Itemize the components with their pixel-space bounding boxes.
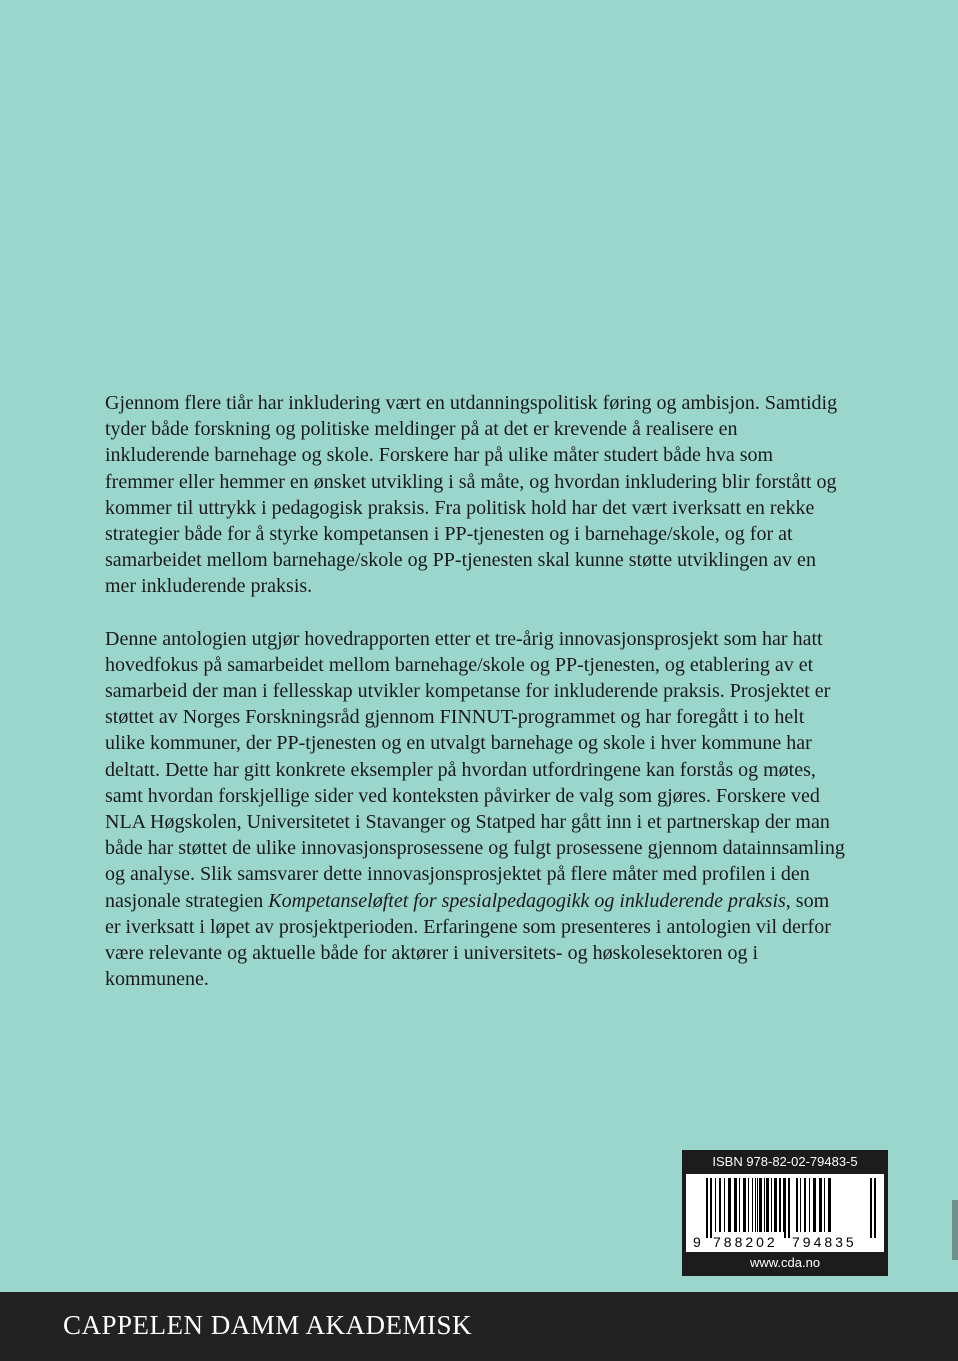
- barcode-bar: [779, 1178, 781, 1232]
- publisher-url: www.cda.no: [749, 1255, 821, 1270]
- barcode-bar: [734, 1178, 737, 1232]
- barcode-bar: [755, 1178, 756, 1232]
- isbn-label: ISBN 978-82-02-79483-5: [712, 1154, 858, 1169]
- barcode-bar: [771, 1178, 772, 1232]
- barcode-bar: [800, 1178, 801, 1232]
- barcode-bar: [766, 1178, 769, 1232]
- edge-mark: [952, 1200, 958, 1260]
- barcode-bar: [748, 1178, 749, 1232]
- barcode-bar: [796, 1178, 798, 1232]
- barcode-guard-bar: [784, 1178, 786, 1238]
- barcode-bar: [824, 1178, 825, 1232]
- blurb-paragraph-1: Gjennom flere tiår har inkludering vært en utdanningspolitisk føring og ambisjon. Samtidig tyder både forskning og politiske meldinger på at det er krevende å realisere en inkluderende barnehage og skole. Forskere har på ulike måter studert både hva som fremmer eller hemmer en ønsket utvikling i så måte, og hvordan inkludering blir forstått og kommer til uttrykk i pedagogisk praksis. Fra politisk hold har det vært iverksatt en rekke strategier både for å styrke kompetansen i PP-tjenesten og i barnehage/skole, og for at samarbeidet mellom barnehage/skole og PP-tjenesten skal kunne støtte utviklingen av en mer inkluderende praksis.: [105, 392, 838, 598]
- barcode-bar: [752, 1178, 753, 1232]
- barcode-guard-bar: [874, 1178, 876, 1238]
- barcode-bar: [774, 1178, 777, 1232]
- barcode-bar: [757, 1178, 758, 1232]
- isbn-barcode-box: [682, 1150, 888, 1276]
- barcode-graphic: [686, 1174, 884, 1252]
- barcode-bar: [809, 1178, 810, 1232]
- barcode-bar: [743, 1178, 746, 1232]
- barcode-bar: [828, 1178, 831, 1232]
- barcode: [686, 1174, 884, 1252]
- blurb-paragraph-2-part-b: , som er iverksatt i løpet av prosjektperioden. Erfaringene som presenteres i antologien vil derfor være relevante og aktuelle både for aktører i universitets- og høskolesektoren og i kommunene.: [105, 889, 831, 991]
- blurb-paragraph-2-part-a: Denne antologien utgjør hovedrapporten etter et tre-årig innovasjonsprosjekt som har hatt hovedfokus på samarbeidet mellom barnehage/skole og PP-tjenesten, og etablering av et samarbeid der man i fellesskap utvikler kompetanse for inkluderende praksis. Prosjektet er støttet av Norges Forskningsråd gjennom FINNUT-programmet og har foregått i to helt ulike kommuner, der PP-tjenesten og en utvalgt barnehage og skole i hver kommune har deltatt. Dette har gitt konkrete eksempler på hvordan utfordringene kan forstås og møtes, samt hvordan forskjellige sider ved konteksten påvirker de valg som gjøres. Forskere ved NLA Høgskolen, Universitetet i Stavanger og Statped har gått inn i et partnerskap der man både har støttet de ulike innovasjonsprosessene og fulgt prosessene gjennom datainnsamling og analyse. Slik samsvarer dette innovasjonsprosjektet på flere måter med profilen i den nasjonale strategien: [105, 627, 845, 912]
- strategy-title: Kompetanseløftet for spesialpedagogikk og inkluderende praksis: [268, 889, 786, 912]
- blurb-paragraph-2: [105, 626, 845, 993]
- blurb-text: [105, 390, 845, 992]
- publisher-logo-text: CAPPELEN DAMM AKADEMISK: [63, 1310, 473, 1340]
- barcode-bar: [813, 1178, 816, 1232]
- barcode-digits-left: 788202: [713, 1234, 778, 1250]
- barcode-bar: [819, 1178, 822, 1232]
- barcode-bar: [728, 1178, 731, 1232]
- barcode-guard-bar: [706, 1178, 708, 1238]
- barcode-bar: [739, 1178, 740, 1232]
- publisher-footer: [0, 1292, 958, 1361]
- barcode-digit-prefix: 9: [693, 1234, 701, 1250]
- barcode-bar: [724, 1178, 725, 1232]
- barcode-digits-right: 794835: [792, 1234, 857, 1250]
- barcode-bar: [804, 1178, 806, 1232]
- barcode-guard-bar: [710, 1178, 712, 1238]
- barcode-guard-bar: [870, 1178, 872, 1238]
- barcode-bar: [715, 1178, 716, 1232]
- barcode-bar: [719, 1178, 721, 1232]
- barcode-guard-bar: [788, 1178, 790, 1238]
- barcode-bar: [764, 1178, 765, 1232]
- barcode-bar: [759, 1178, 762, 1232]
